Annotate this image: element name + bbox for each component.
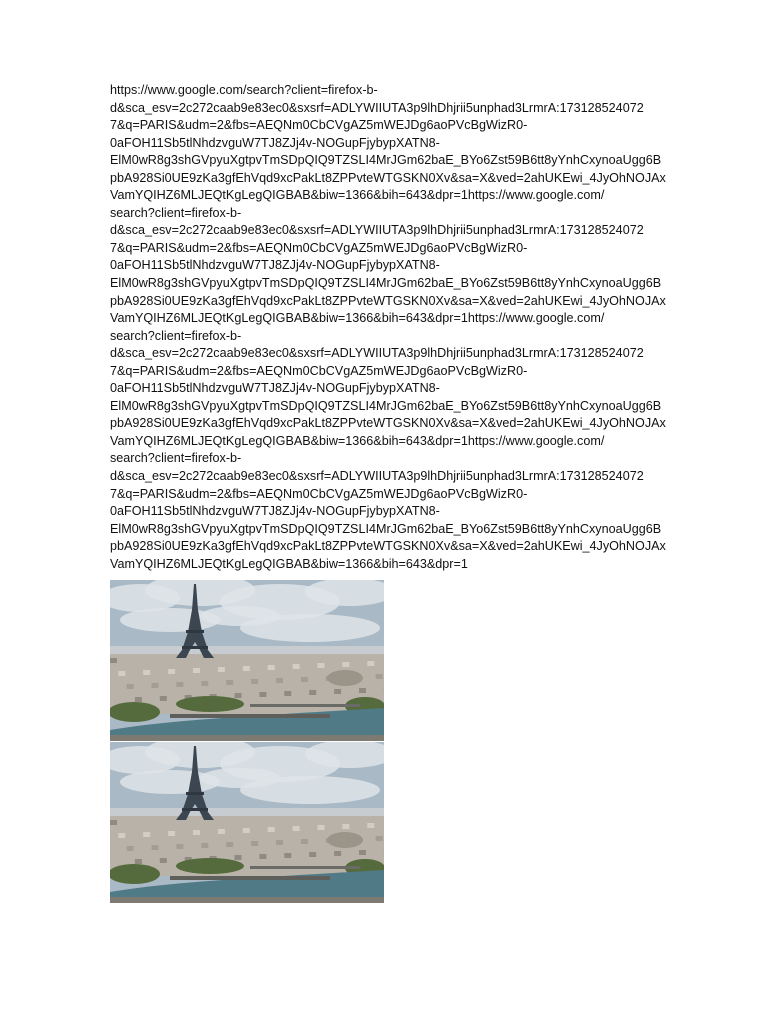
building [127,846,134,851]
building [168,831,175,836]
building [152,683,159,688]
building [193,830,200,835]
building [276,840,283,845]
building [160,858,167,863]
url-text-line: 0aFOH11Sb5tlNhdzvguW7TJ8ZJj4v-NOGupFjybypXATN8- [110,258,440,273]
building [367,661,374,666]
url-text-line: d&sca_esv=2c272caab9e83ec0&sxsrf=ADLYWIIUTA3p9lhDhjrii5unphad3LrmrA:173128524072 [110,100,644,115]
building [309,852,316,857]
building [201,843,208,848]
building [135,859,142,864]
url-text-line: d&sca_esv=2c272caab9e83ec0&sxsrf=ADLYWIIUTA3p9lhDhjrii5unphad3LrmrA:173128524072 [110,346,644,361]
bridge [170,714,330,718]
building [301,677,308,682]
bridge [250,866,360,869]
paris-photo [110,580,384,741]
trees [110,864,160,884]
eiffel-tower-photo-icon [110,742,384,903]
building [110,820,117,825]
trees [176,696,244,712]
tower-platform [186,630,204,633]
url-text-line: ElM0wR8g3shGVpyuXgtpvTmSDpQIQ9TZSLI4MrJGm62baE_BYo6Zst59B6tt8yYnhCxynoaUgg6B [110,398,662,413]
url-text-line: ElM0wR8g3shGVpyuXgtpvTmSDpQIQ9TZSLI4MrJGm62baE_BYo6Zst59B6tt8yYnhCxynoaUgg6B [110,153,662,168]
building [309,690,316,695]
url-text-block [110,82,666,573]
building [143,670,150,675]
building [284,691,291,696]
building [334,851,341,856]
cloud [200,768,280,788]
url-text-line: 0aFOH11Sb5tlNhdzvguW7TJ8ZJj4v-NOGupFjybypXATN8- [110,504,440,519]
url-text-line: https://www.google.com/search?client=firefox-b- [110,83,378,97]
url-text-line: search?client=firefox-b- [110,328,242,343]
url-text-line: 7&q=PARIS&udm=2&fbs=AEQNm0CbCVgAZ5mWEJDg6aoPVcBgWizR0- [110,363,528,378]
building [367,823,374,828]
building [359,688,366,693]
url-text-line: 7&q=PARIS&udm=2&fbs=AEQNm0CbCVgAZ5mWEJDg6aoPVcBgWizR0- [110,240,528,255]
building [334,689,341,694]
tower-platform [182,646,208,649]
cloud [200,606,280,626]
eiffel-tower-photo-icon [110,580,384,741]
building [318,663,325,668]
building [135,697,142,702]
building [160,696,167,701]
url-text-line: pbA928Si0UE9zKa3gfEhVqd9xcPakLt8ZPPvteWTGSKN0Xv&sa=X&ved=2ahUKEwi_4JyOhNOJAx [110,170,666,185]
tower-platform [182,808,208,811]
url-text-line: VamYQIHZ6MLJEQtKgLegQIGBAB&biw=1366&bih=643&dpr=1https://www.google.com/ [110,311,605,326]
bridge [170,876,330,880]
url-text-line: VamYQIHZ6MLJEQtKgLegQIGBAB&biw=1366&bih=643&dpr=1https://www.google.com/ [110,188,605,203]
url-text-line: ElM0wR8g3shGVpyuXgtpvTmSDpQIQ9TZSLI4MrJGm62baE_BYo6Zst59B6tt8yYnhCxynoaUgg6B [110,521,662,536]
building [176,682,183,687]
building [293,664,300,669]
building [168,669,175,674]
building [152,845,159,850]
url-text-line: d&sca_esv=2c272caab9e83ec0&sxsrf=ADLYWIIUTA3p9lhDhjrii5unphad3LrmrA:173128524072 [110,223,644,238]
dome [327,832,363,848]
building [268,665,275,670]
url-text-line: VamYQIHZ6MLJEQtKgLegQIGBAB&biw=1366&bih=643&dpr=1 [110,556,468,571]
url-text-line: 7&q=PARIS&udm=2&fbs=AEQNm0CbCVgAZ5mWEJDg6aoPVcBgWizR0- [110,118,528,133]
building [226,680,233,685]
building [251,679,258,684]
url-text-line: ElM0wR8g3shGVpyuXgtpvTmSDpQIQ9TZSLI4MrJGm62baE_BYo6Zst59B6tt8yYnhCxynoaUgg6B [110,276,662,291]
building [235,693,242,698]
building [301,839,308,844]
building [376,674,383,679]
url-text-line: search?client=firefox-b- [110,205,242,220]
building [243,666,250,671]
building [259,692,266,697]
building [118,671,125,676]
url-text-line: 7&q=PARIS&udm=2&fbs=AEQNm0CbCVgAZ5mWEJDg6aoPVcBgWizR0- [110,486,528,501]
bridge [250,704,360,707]
building [251,841,258,846]
building [259,854,266,859]
building [293,826,300,831]
building [226,842,233,847]
building [342,662,349,667]
building [201,681,208,686]
building [243,828,250,833]
url-text-line: VamYQIHZ6MLJEQtKgLegQIGBAB&biw=1366&bih=643&dpr=1https://www.google.com/ [110,433,605,448]
tower-platform [186,792,204,795]
building [143,832,150,837]
building [193,668,200,673]
trees [110,702,160,722]
building [284,853,291,858]
embankment [110,897,384,903]
url-text-line: search?client=firefox-b- [110,451,242,466]
embankment [110,735,384,741]
paris-photo [110,742,384,903]
url-text-line: d&sca_esv=2c272caab9e83ec0&sxsrf=ADLYWIIUTA3p9lhDhjrii5unphad3LrmrA:173128524072 [110,469,644,484]
url-text-line: 0aFOH11Sb5tlNhdzvguW7TJ8ZJj4v-NOGupFjybypXATN8- [110,381,440,396]
building [318,825,325,830]
building [342,824,349,829]
building [110,658,117,663]
building [218,667,225,672]
building [118,833,125,838]
building [127,684,134,689]
building [268,827,275,832]
dome [327,670,363,686]
url-text-line: pbA928Si0UE9zKa3gfEhVqd9xcPakLt8ZPPvteWTGSKN0Xv&sa=X&ved=2ahUKEwi_4JyOhNOJAx [110,293,666,308]
url-text-line: 0aFOH11Sb5tlNhdzvguW7TJ8ZJj4v-NOGupFjybypXATN8- [110,135,440,150]
building [376,836,383,841]
building [176,844,183,849]
url-text-line: pbA928Si0UE9zKa3gfEhVqd9xcPakLt8ZPPvteWTGSKN0Xv&sa=X&ved=2ahUKEwi_4JyOhNOJAx [110,416,666,431]
building [235,855,242,860]
building [359,850,366,855]
url-text-line: pbA928Si0UE9zKa3gfEhVqd9xcPakLt8ZPPvteWTGSKN0Xv&sa=X&ved=2ahUKEwi_4JyOhNOJAx [110,539,666,554]
building [218,829,225,834]
trees [176,858,244,874]
building [276,678,283,683]
